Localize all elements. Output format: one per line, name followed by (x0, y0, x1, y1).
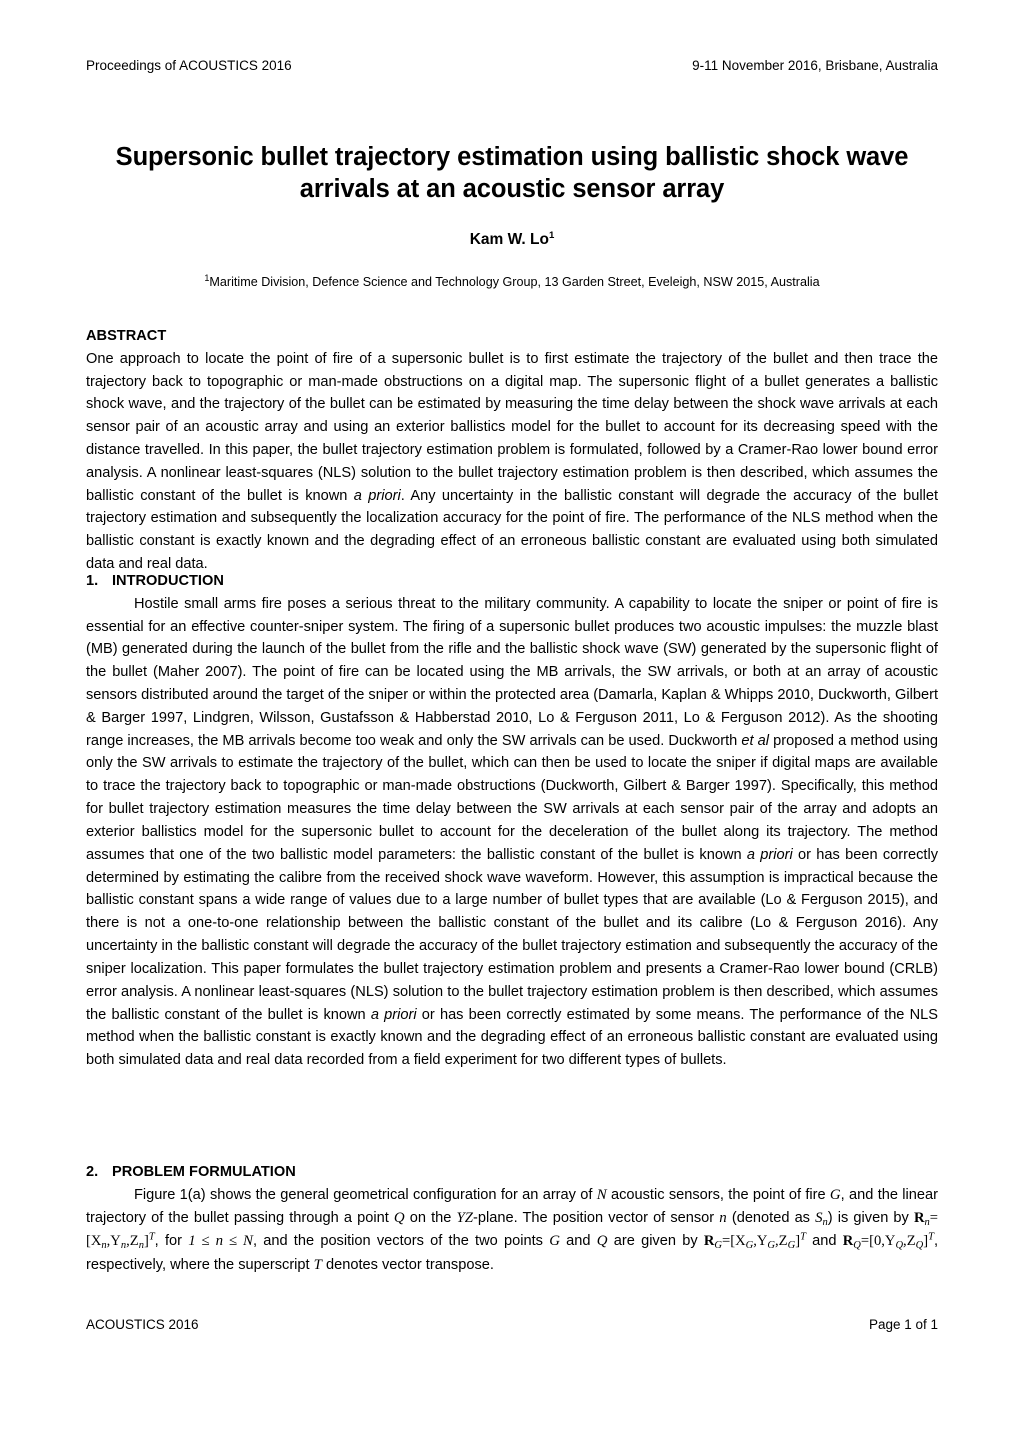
s2-equation-RQ-symbol: R (842, 1233, 854, 1250)
s2-var-Q: Q (393, 1209, 405, 1226)
s2-equation-Rn-comma-z: ,Z (126, 1233, 139, 1250)
footer-right: Page 1 of 1 (868, 1317, 938, 1332)
footer-left: ACOUSTICS 2016 (86, 1317, 199, 1332)
s2-equation-Rn-comma-y: ,Y (106, 1233, 121, 1250)
s2-var-Q2: Q (596, 1233, 608, 1250)
section-1-text-part-2: proposed a method using only the SW arrivals to estimate the trajectory of the bullet, which can then be used to locate the sniper if digital maps are available to trace the trajectory back to topographic or man-made obstructions (Duckworth, Gilbert & Barger 1997). Specifically, this method for bullet trajectory estimation measures the time delay between the SW arrivals at each sensor pair of the array and adopts an exterior ballistics model for the supersonic bullet to account for the deceleration of the bullet along its trajectory. The method assumes that one of the two ballistic model parameters: the ballistic constant of the bullet is known (86, 732, 938, 863)
s2-equation-RG-sub-z: G (787, 1240, 796, 1252)
s2-text-10: and (559, 1233, 597, 1250)
s2-equation-sensor-S: S (815, 1209, 823, 1226)
s2-equation-RG-open: =[X (721, 1233, 746, 1250)
author-line (86, 231, 938, 250)
s2-text-3: , and the linear trajectory of the bullet passing through a point (86, 1186, 938, 1226)
s2-text-1: Figure 1(a) shows the general geometrical configuration for an array of (134, 1186, 597, 1203)
s2-equation-RG-symbol: R (703, 1233, 715, 1250)
s2-equation-Rn-symbol: R (913, 1209, 925, 1226)
running-head-left: Proceedings of ACOUSTICS 2016 (86, 58, 292, 73)
title-block (86, 141, 938, 290)
s2-equation-RQ-subscript: Q (853, 1240, 861, 1252)
abstract-text-part-2: . Any uncertainty in the ballistic constant will degrade the accuracy of the bullet trajectory estimation and subsequently the localization accuracy for the point of fire. The performance of the NLS method when the ballistic constant is exactly known and the degrading effect of an erroneous ballistic constant are evaluated using both simulated data and real data. (86, 487, 938, 573)
s2-text-6: (denoted as (726, 1209, 816, 1226)
s2-equation-RQ-sub-z: Q (915, 1240, 924, 1252)
author-affiliation-marker: 1 (548, 230, 555, 242)
s2-equation-Rn-sub-z: n (138, 1240, 144, 1252)
s2-text-8: , for (154, 1233, 189, 1250)
s2-equation-sensor-S-subscript: n (822, 1216, 828, 1228)
s2-text-7: ) is given by (827, 1209, 914, 1226)
s2-equation-Rn-open: =[X (86, 1209, 938, 1250)
section-problem-formulation (86, 1163, 938, 1277)
section-1-number: 1. (86, 573, 99, 589)
section-2-title: PROBLEM FORMULATION (112, 1164, 296, 1180)
s2-equation-Rn-close: ] (143, 1233, 149, 1250)
s2-equation-RG-subscript: G (714, 1240, 722, 1252)
s2-var-G2: G (549, 1233, 560, 1250)
abstract-paragraph (86, 348, 938, 576)
abstract-italic-a-priori: a priori (353, 487, 401, 504)
s2-text-12: and (805, 1233, 843, 1250)
abstract-heading: ABSTRACT (86, 328, 167, 344)
section-1-text-part-1: Hostile small arms fire poses a serious threat to the military community. A capability to locate the sniper or point of fire is essential for an effective counter-sniper system. The firing of a supersonic bullet produces two acoustic impulses: the muzzle blast (MB) generated during the launch of the bullet from the rifle and the ballistic shock wave (SW) generated by the supersonic flight of the bullet (Maher 2007). The point of fire can be located using the MB arrivals, the SW arrivals, or both at an array of acoustic sensors distributed around the target of the sniper or within the protected area (Damarla, Kaplan & Whipps 2010, Duckworth, Gilbert & Barger 1997, Lindgren, Wilsson, Gustafsson & Habberstad 2010, Lo & Ferguson 2011, Lo & Ferguson 2012). As the shooting range increases, the MB arrivals become too weak and only the SW arrivals can be used. Duckworth (86, 595, 938, 749)
s2-equation-index-range: 1 ≤ n ≤ N (188, 1233, 253, 1250)
section-1-title: INTRODUCTION (112, 573, 224, 589)
s2-var-n: n (719, 1209, 727, 1226)
section-2-paragraph (86, 1184, 938, 1277)
s2-equation-Rn-sub-x: n (101, 1240, 107, 1252)
affiliation-marker: 1 (204, 272, 210, 283)
author-name: Kam W. Lo (469, 231, 549, 249)
s2-var-YZ: YZ (456, 1209, 474, 1226)
section-2-number: 2. (86, 1164, 99, 1180)
s2-equation-Rn-transpose: T (148, 1231, 155, 1243)
s2-equation-RQ-close: ] (923, 1233, 929, 1250)
abstract-text-part-1: One approach to locate the point of fire of a supersonic bullet is to first estimate the trajectory of the bullet and then trace the trajectory back to topographic or man-made obstructions on a digital map. The supersonic flight of a bullet generates a ballistic shock wave, and the trajectory of the bullet can be estimated by measuring the time delay between the shock wave arrivals at each sensor pair of an acoustic array and using an exterior ballistics model for the bullet to account for its decreasing speed with the distance travelled. In this paper, the bullet trajectory estimation problem is formulated, followed by a Cramer-Rao lower bound error analysis. A nonlinear least-squares (NLS) solution to the bullet trajectory estimation problem is then described, which assumes the ballistic constant of the bullet is known (86, 350, 938, 504)
s2-var-T: T (313, 1256, 322, 1273)
s2-equation-RG-transpose: T (800, 1231, 806, 1243)
s2-text-13: , respectively, where the superscript (86, 1233, 938, 1273)
running-head-right: 9-11 November 2016, Brisbane, Australia (692, 58, 938, 73)
s2-var-G: G (829, 1186, 841, 1203)
page-title: Supersonic bullet trajectory estimation using ballistic shock wave arrivals at an acoustic sensor array (115, 143, 909, 204)
section-1-italic-a-priori-1: a priori (746, 846, 793, 863)
s2-equation-RQ-open: =[0,Y (860, 1233, 896, 1250)
s2-equation-RQ-comma-z: ,Z (903, 1233, 916, 1250)
s2-text-11: are given by (607, 1233, 704, 1250)
s2-text-5: -plane. The position vector of sensor (473, 1209, 720, 1226)
section-1-paragraph (86, 593, 938, 1072)
abstract-section (86, 327, 938, 576)
affiliation-line (86, 274, 938, 290)
s2-equation-RG-close: ] (795, 1233, 801, 1250)
page-footer (86, 1317, 938, 1333)
s2-equation-RG-sub-x: G (745, 1240, 754, 1252)
s2-equation-RG-sub-y: G (767, 1240, 776, 1252)
s2-equation-Rn-subscript: n (924, 1216, 930, 1228)
s2-equation-RQ-sub-y: Q (895, 1240, 904, 1252)
running-head (86, 58, 938, 74)
s2-text-14: denotes vector transpose. (321, 1256, 494, 1273)
affiliation-text: Maritime Division, Defence Science and Technology Group, 13 Garden Street, Eveleigh, NSW 2015, Australia (209, 274, 820, 289)
section-2-heading (86, 1163, 938, 1183)
section-1-italic-et-al: et al (741, 732, 770, 749)
s2-text-9: , and the position vectors of the two points (252, 1233, 550, 1250)
s2-text-2: acoustic sensors, the point of fire (606, 1186, 830, 1203)
section-1-text-part-4: or has been correctly estimated by some means. The performance of the NLS method when the ballistic constant is exactly known and the degrading effect of an erroneous ballistic constant are evaluated using both simulated data and real data recorded from a field experiment for two different types of bullets. (86, 1006, 938, 1069)
s2-equation-RG-comma-z: ,Z (775, 1233, 788, 1250)
s2-equation-RQ-transpose: T (928, 1231, 934, 1243)
s2-equation-RG-comma-y: ,Y (753, 1233, 768, 1250)
section-introduction (86, 572, 938, 1072)
s2-text-4: on the (404, 1209, 457, 1226)
s2-equation-Rn-sub-y: n (120, 1240, 127, 1252)
section-1-heading (86, 572, 938, 592)
section-1-text-part-3: or has been correctly determined by estimating the calibre from the received shock wave waveform. However, this assumption is impractical because the ballistic constant spans a wide range of values due to a large number of bullet types that are available (Lo & Ferguson 2015), and there is not a one-to-one relationship between the ballistic constant of the bullet and its calibre (Lo & Ferguson 2016). Any uncertainty in the ballistic constant will degrade the accuracy of the bullet trajectory estimation and subsequently the accuracy of the sniper localization. This paper formulates the bullet trajectory estimation problem and presents a Cramer-Rao lower bound (CRLB) error analysis. A nonlinear least-squares (NLS) solution to the bullet trajectory estimation problem is then described, which assumes the ballistic constant of the bullet is known (86, 846, 938, 1023)
section-1-italic-a-priori-2: a priori (370, 1006, 417, 1023)
s2-var-N: N (596, 1186, 607, 1203)
